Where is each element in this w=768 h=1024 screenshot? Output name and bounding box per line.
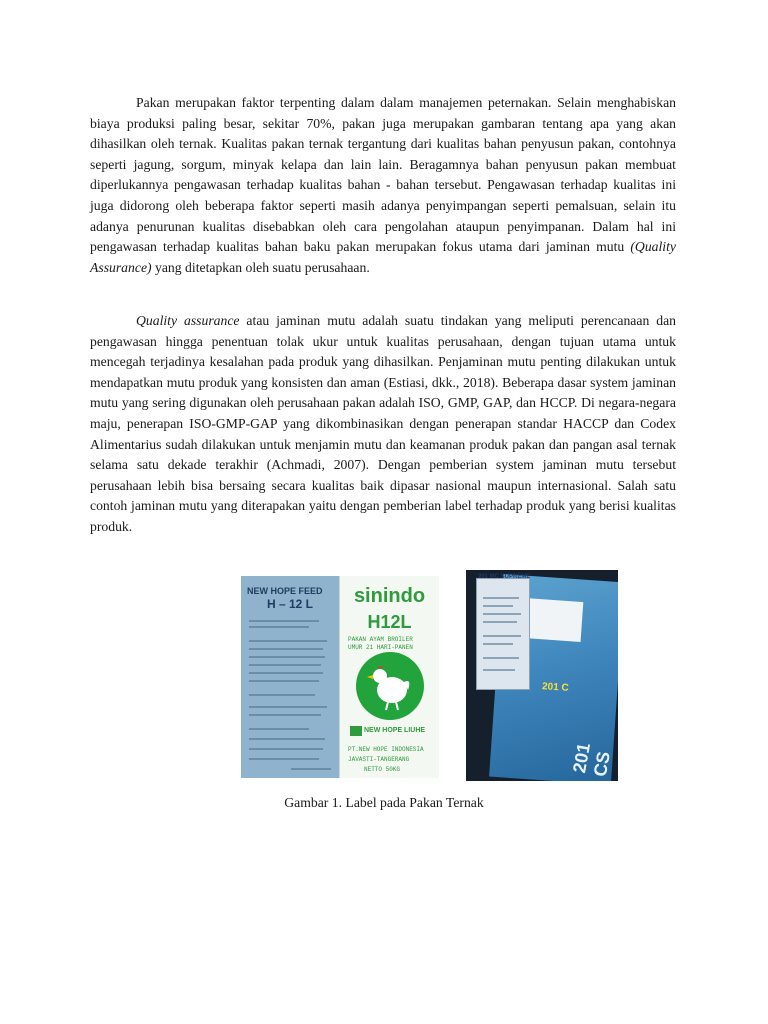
tag-text-line (483, 669, 515, 671)
paragraph-1-italic-term: (Quality Assurance) (90, 239, 676, 275)
label-brand-panel (339, 576, 439, 778)
company-line: JAVASTI-TANGERANG (348, 756, 410, 763)
label-text-line (249, 758, 319, 760)
tag-text-line (483, 621, 517, 623)
company-line: NETTO 50KG (364, 766, 401, 773)
paragraph-2-text: atau jaminan mutu adalah suatu tindakan yang meliputi perencanaan dan pengawasan hingga penentuan tolak ukur untuk kualitas perusahaan, dengan tujuan utama untuk mencegah terjadinya kesalahan pada produk yang dihasilkan. Penjaminan mutu penting dilakukan untuk mendapatkan mutu produk yang konsisten dan aman (Estiasi, dkk., 2018). Beberapa dasar system jaminan mutu yang sering digunakan oleh perusahaan pakan adalah ISO, GMP, GAP, dan HCCP. Di negara-negara maju, penerapan ISO-GMP-GAP yang dikombinasikan dengan penerapan standar HACCP dan Codex Alimentarius sudah dilakukan untuk menjamin mutu dan keamanan produk pakan dan pangan asal ternak selama satu dekade terakhir (Achmadi, 2007). Dengan pemberian system jaminan mutu tersebut perusahaan lebih bisa bersaing secara kualitas baik dipasar nasional maupun internasional. Salah satu contoh jaminan mutu yang diterapakan yaitu dengan pemberian label terhadap produk yang berisi kualitas produk. (90, 313, 676, 534)
feed-bag-photo (466, 570, 618, 781)
label-text-line (249, 664, 321, 666)
label-text-line (249, 620, 319, 622)
label-text-line (249, 656, 325, 658)
logo-text: NEW HOPE LIUHE (364, 727, 426, 734)
label-text-line (249, 648, 323, 650)
label-text-line (249, 738, 325, 740)
product-desc-line: UMUR 21 HARI-PANEN (348, 644, 413, 651)
bag-code: 201 C (541, 681, 570, 694)
tag-text-line (483, 635, 521, 637)
label-code: H – 12 L (266, 597, 314, 611)
tag-text-line (483, 657, 519, 659)
tag-text-line (483, 613, 521, 615)
label-text-line (249, 748, 323, 750)
new-hope-logo-icon (350, 726, 362, 736)
company-line: PT.NEW HOPE INDONESIA (348, 746, 424, 753)
label-text-line (291, 768, 331, 770)
paragraph-2 (90, 311, 676, 538)
tag-text-line (483, 605, 513, 607)
paragraph-1-text: Pakan merupakan faktor terpenting dalam dalam manajemen peternakan. Selain menghabiskan biaya produksi paling besar, sekitar 70%, pakan juga merupakan gambaran tentang apa yang akan dihasilkan oleh ternak. Kualitas pakan ternak tergantung dari kualitas bahan penyusun pakan, contohnya seperti jagung, sorgum, minyak kelapa dan lain lain. Beragamnya bahan penyusun pakan membuat diperlukannya pengawasan terhadap kualitas bahan - bahan tersebut. Pengawasan terhadap kualitas ini juga didorong oleh beberapa faktor seperti masih adanya penyimpangan seperti pemalsuan, selain itu adanya penurunan kualitas disebabkan oleh cara pengolahan ataupun penyimpanan. Dalam hal ini pengawasan terhadap kualitas bahan baku pakan merupakan fokus utama dari jaminan mutu (90, 95, 676, 255)
bag-tag-title: 201 MC SUPREME (478, 574, 531, 580)
product-code: H12L (367, 612, 412, 632)
figure-caption: Gambar 1. Label pada Pakan Ternak (284, 795, 484, 810)
label-text-line (249, 640, 327, 642)
figure-feed-labels (0, 570, 768, 785)
paragraph-2-italic-lead: Quality assurance (136, 313, 240, 328)
label-text-line (249, 694, 315, 696)
label-text-line (249, 626, 309, 628)
label-info-panel (241, 576, 339, 778)
chicken-icon (356, 652, 424, 720)
tag-text-line (483, 643, 513, 645)
tag-text-line (483, 597, 519, 599)
feed-label-image (241, 576, 438, 778)
label-text-line (249, 680, 319, 682)
bag-label-tag (476, 578, 530, 690)
paragraph-1-text-end: yang ditetapkan oleh suatu perusahaan. (151, 259, 370, 275)
bag-big-text: 201 CS (569, 741, 614, 779)
bag-stripe (523, 598, 584, 642)
brand-logo-sinindo: sinindo (353, 585, 426, 607)
label-text-line (249, 728, 309, 730)
paragraph-1 (90, 93, 676, 278)
product-desc-line: PAKAN AYAM BROILER (348, 636, 413, 643)
label-text-line (249, 706, 327, 708)
label-brand: NEW HOPE FEED (247, 586, 323, 596)
label-text-line (249, 714, 321, 716)
label-text-line (249, 672, 323, 674)
